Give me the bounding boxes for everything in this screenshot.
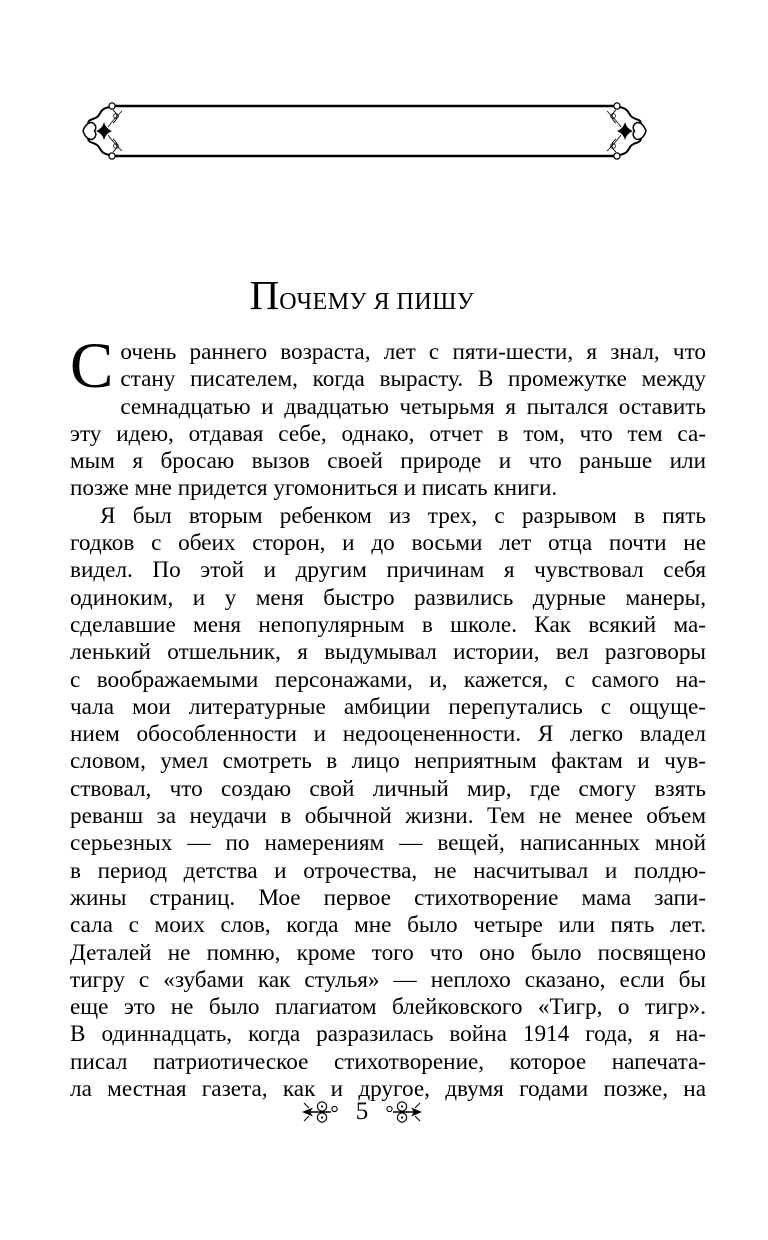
page-number: 5 <box>355 1098 369 1125</box>
text-line: Я был вторым ребенком из трех, с разрывом в пять <box>100 502 706 529</box>
text-line: тигру с «зубами как стулья» — неплохо сказано, если бы <box>70 966 706 993</box>
paragraph-2 <box>70 503 706 1104</box>
text-line: эту идею, отдавая себе, однако, отчет в том, что тем са- <box>70 420 706 447</box>
text-line: одиноким, и у меня быстро развились дурные манеры, <box>70 584 706 611</box>
text-line: чала мои литературные амбиции перепутались с ощуще- <box>70 693 706 720</box>
chapter-title-rest: ОЧЕМУ Я ПИШУ <box>279 289 475 315</box>
text-line: годков с обеих сторон, и до восьми лет отца почти не <box>70 530 706 557</box>
text-line: нием обособленности и недооцененности. Я легко владел <box>70 721 706 748</box>
text-line: мым я бросаю вызов своей природе и что раньше или <box>70 448 706 475</box>
text-line: видел. По этой и другим причинам я чувствовал себя <box>70 557 706 584</box>
text-line: сделавшие меня непопулярным в школе. Как всякий ма- <box>70 611 706 638</box>
text-line: семнадцатью и двадцатью четырьмя я пытался оставить <box>120 393 706 420</box>
paragraph-1 <box>70 330 706 503</box>
page-footer <box>44 1097 680 1127</box>
text-line: жины страниц. Мое первое стихотворение мама запи- <box>70 884 706 911</box>
text-line: очень раннего возраста, лет с пяти-шести, я знал, что <box>120 339 706 365</box>
text-line: в период детства и отрочества, не насчитывал и полдю- <box>70 857 706 884</box>
text-line: ленький отшельник, я выдумывал истории, вел разговоры <box>70 639 706 666</box>
text-line: словом, умел смотреть в лицо неприятным фактам и чув- <box>70 748 706 775</box>
header-ornament-banner <box>82 102 647 160</box>
banner-right-cap <box>607 107 646 155</box>
paragraph-2-lines <box>70 503 706 1104</box>
banner-left-cap <box>83 107 122 155</box>
text-line: Деталей не помню, кроме того что оно было посвящено <box>70 939 706 966</box>
text-line: ла местная газета, как и другое, двумя годами позже, на <box>70 1076 706 1103</box>
footer-flourish-left-icon <box>302 1099 340 1125</box>
chapter-title <box>44 272 680 318</box>
text-line: писал патриотическое стихотворение, которое напечата- <box>70 1048 706 1075</box>
chapter-title-initial: П <box>249 272 280 318</box>
text-line: еще это не было плагиатом блейковского «Тигр, о тигр». <box>70 994 706 1021</box>
drop-cap: С <box>70 330 114 402</box>
footer-flourish-right-icon <box>384 1099 422 1125</box>
text-line: реванш за неудачи в обычной жизни. Тем не менее объем <box>70 803 706 830</box>
text-line: ствовал, что создаю свой личный мир, где смогу взять <box>70 775 706 802</box>
text-line: с воображаемыми персонажами, и, кажется, с самого на- <box>70 666 706 693</box>
body-text <box>70 330 706 1103</box>
text-line: В одиннадцать, когда разразилась война 1914 года, я на- <box>70 1021 706 1048</box>
text-line: серьезных — по намерениям — вещей, написанных мной <box>70 830 706 857</box>
paragraph-1-lines <box>70 330 706 503</box>
text-line: позже мне придется угомониться и писать книги. <box>70 475 558 502</box>
text-line: сала с моих слов, когда мне было четыре или пять лет. <box>70 912 706 939</box>
text-line: стану писателем, когда вырасту. В промежутке между <box>120 366 706 393</box>
